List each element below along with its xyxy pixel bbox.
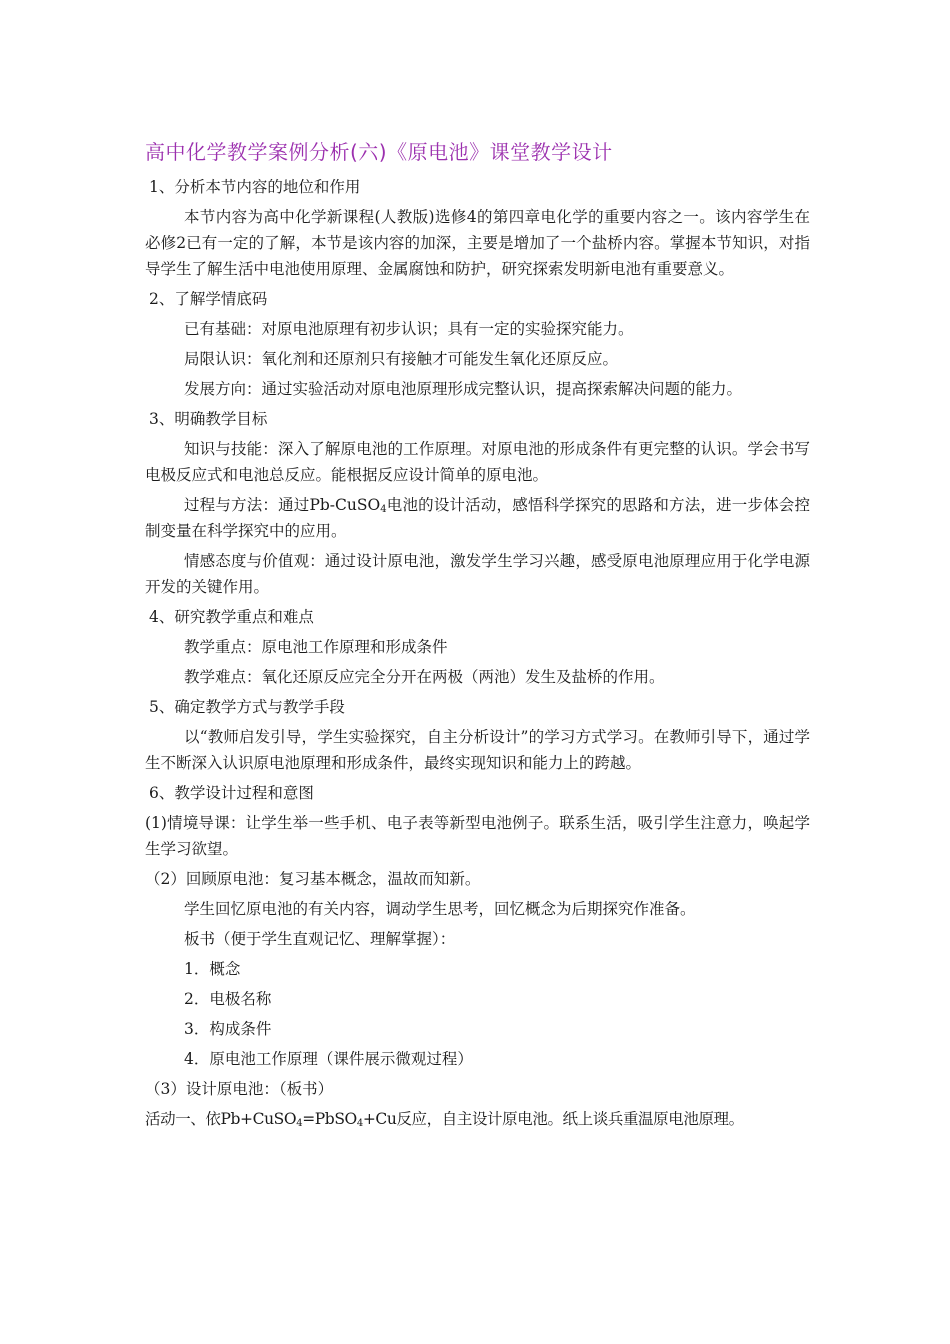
subscript: 4: [380, 504, 387, 515]
activity-1-text-c: +Cu反应，自主设计原电池。纸上谈兵重温原电池原理。: [362, 1110, 744, 1128]
section-1-heading: 1、分析本节内容的地位和作用: [149, 178, 361, 196]
step-2-recall: 学生回忆原电池的有关内容，调动学生思考，回忆概念为后期探究作准备。: [184, 900, 696, 918]
step-3-design: （3）设计原电池：（板书）: [145, 1080, 334, 1098]
document-body: [145, 174, 810, 1136]
subscript: 4: [356, 1118, 363, 1129]
goal-knowledge: 知识与技能：深入了解原电池的工作原理。对原电池的形成条件有更完整的认识。学会书写电极反应式和电池总反应。能根据反应设计简单的原电池。: [145, 440, 810, 484]
section-6-heading: 6、教学设计过程和意图: [149, 784, 314, 802]
board-item: 3．构成条件: [184, 1020, 272, 1038]
section-1-paragraph: 本节内容为高中化学新课程(人教版)选修4的第四章电化学的重要内容之一。该内容学生在必修2已有一定的了解，本节是该内容的加深，主要是增加了一个盐桥内容。掌握本节知识，对指导学生了解生活中电池使用原理、金属腐蚀和防护，研究探索发明新电池有重要意义。: [145, 208, 810, 278]
development-direction: 发展方向：通过实验活动对原电池原理形成完整认识，提高探索解决问题的能力。: [184, 380, 743, 398]
teaching-difficulty: 教学难点：氧化还原反应完全分开在两极（两池）发生及盐桥的作用。: [184, 668, 665, 686]
board-item: 1．概念: [184, 960, 241, 978]
board-item: 4．原电池工作原理（课件展示微观过程）: [184, 1050, 473, 1068]
goal-process-text-a: 过程与方法：通过Pb-CuSO: [184, 496, 381, 514]
activity-1-text-b: =PbSO: [302, 1110, 357, 1128]
section-4-heading: 4、研究教学重点和难点: [149, 608, 314, 626]
activity-1: [145, 1106, 810, 1132]
board-item: 2．电极名称: [184, 990, 272, 1008]
subscript: 4: [296, 1118, 303, 1129]
step-1-scenario: (1)情境导课：让学生举一些手机、电子表等新型电池例子。联系生活，吸引学生注意力，唤起学生学习欲望。: [145, 814, 810, 858]
limited-understanding: 局限认识：氧化剂和还原剂只有接触才可能发生氧化还原反应。: [184, 350, 619, 368]
section-3-heading: 3、明确教学目标: [149, 410, 268, 428]
board-notes-label: 板书（便于学生直观记忆、理解掌握）：: [184, 930, 456, 948]
goal-process-text-b: 电池的设计活动，感悟科学探究的思路和方法，进一步体会控制变量在科学探究中的应用。: [145, 496, 810, 540]
goal-emotion: 情感态度与价值观：通过设计原电池，激发学生学习兴趣，感受原电池原理应用于化学电源开发的关键作用。: [145, 552, 810, 596]
prior-basis: 已有基础：对原电池原理有初步认识；具有一定的实验探究能力。: [184, 320, 634, 338]
step-2-review: （2）回顾原电池：复习基本概念，温故而知新。: [145, 870, 481, 888]
document-title: 高中化学教学案例分析(六)《原电池》课堂教学设计: [145, 140, 613, 164]
teaching-key-point: 教学重点：原电池工作原理和形成条件: [184, 638, 448, 656]
section-2-heading: 2、了解学情底码: [149, 290, 268, 308]
section-5-heading: 5、确定教学方式与教学手段: [149, 698, 345, 716]
activity-1-text-a: 活动一、依Pb+CuSO: [145, 1110, 297, 1128]
section-5-paragraph: 以“教师启发引导，学生实验探究，自主分析设计”的学习方式学习。在教师引导下，通过学生不断深入认识原电池原理和形成条件，最终实现知识和能力上的跨越。: [145, 728, 810, 772]
goal-process: [145, 492, 810, 544]
